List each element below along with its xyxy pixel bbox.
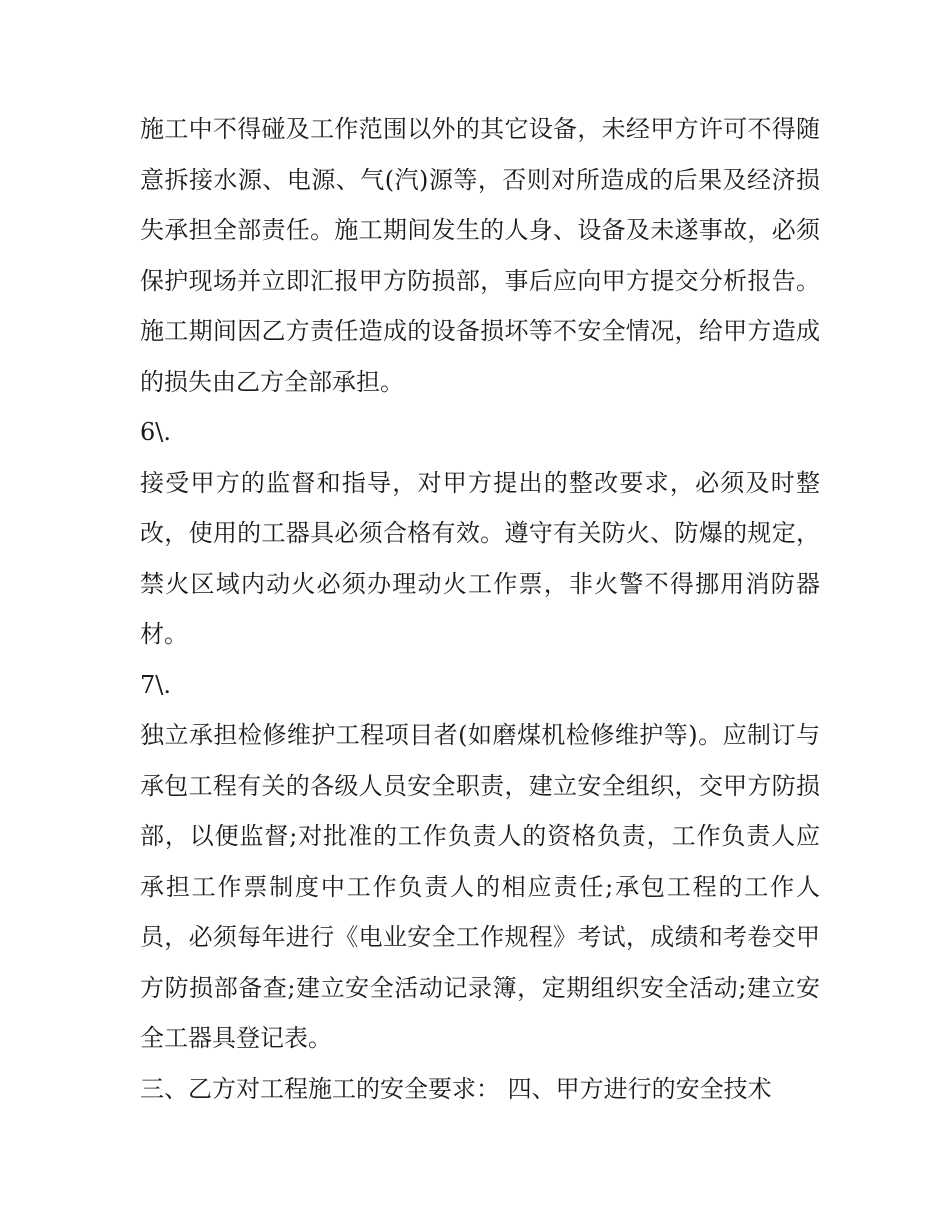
item-number-6: 6\. xyxy=(140,418,171,446)
paragraph-supervision: 接受甲方的监督和指导，对甲方提出的整改要求，必须及时整改，使用的工器具必须合格有效。遵守有关防火、防爆的规定，禁火区域内动火必须办理动火工作票，非火警不得挪用消防器材。 xyxy=(140,468,820,648)
item-number-7: 7\. xyxy=(140,670,171,699)
paragraph-maintenance-projects: 独立承担检修维护工程项目者(如磨煤机检修维护等)。应制订与承包工程有关的各级人员安全职责，建立安全组织，交甲方防损部，以便监督;对批准的工作负责人的资格负责，工作负责人应承担工作票制度中工作负责人的相应责任;承包工程的工作人员，必须每年进行《电业安全工作规程》考试，成绩和考卷交甲方防损部备查;建立安全活动记录簿，定期组织安全活动;建立安全工器具登记表。 xyxy=(140,721,820,1052)
section-heading-line: 三、乙方对工程施工的安全要求： 四、甲方进行的安全技术 xyxy=(140,1074,772,1103)
paragraph-construction-rules: 施工中不得碰及工作范围以外的其它设备，未经甲方许可不得随意拆接水源、电源、气(汽)源等，否则对所造成的后果及经济损失承担全部责任。施工期间发生的人身、设备及未遂事故，必须保护现场并立即汇报甲方防损部，事后应向甲方提交分析报告。施工期间因乙方责任造成的设备损坏等不安全情况，给甲方造成的损失由乙方全部承担。 xyxy=(140,115,820,396)
document-body xyxy=(140,104,820,1114)
